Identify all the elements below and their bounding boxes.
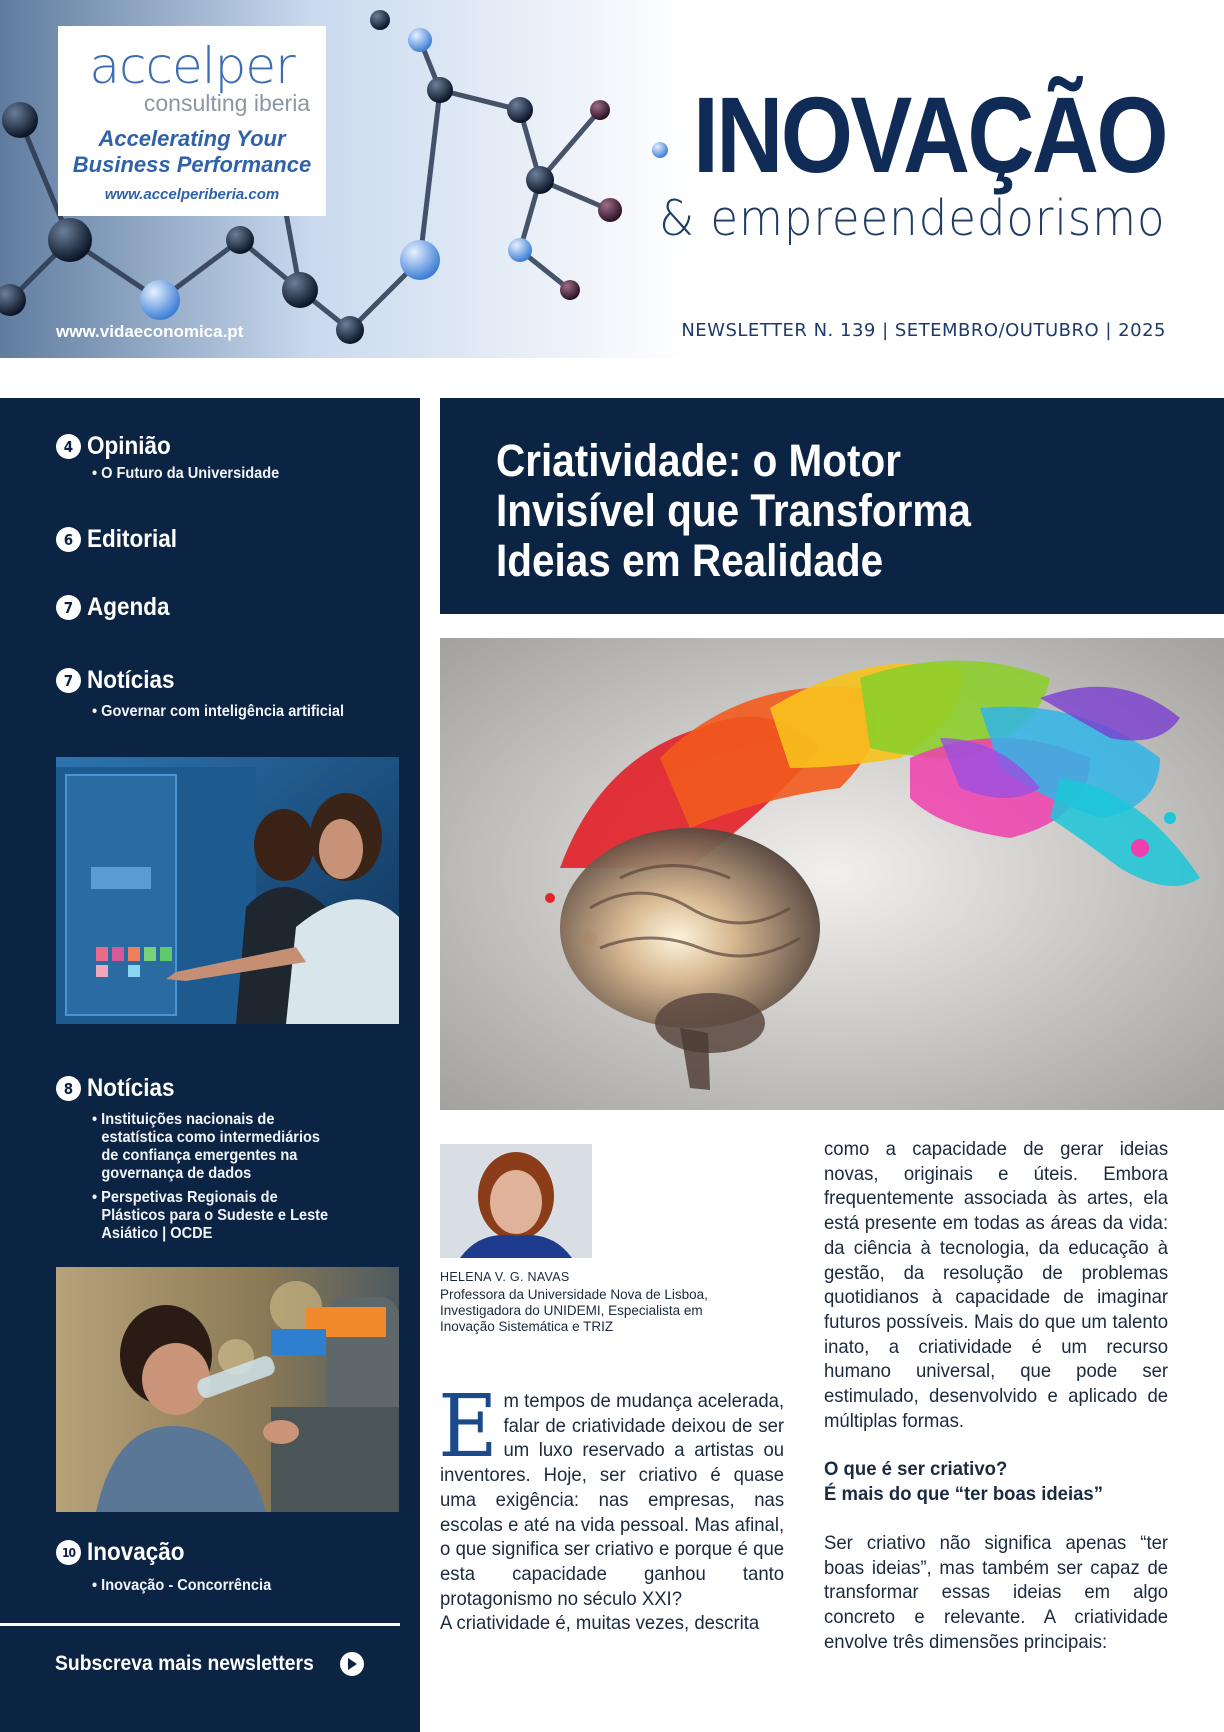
section-title: Inovação [87,1538,185,1566]
subhead-line2: É mais do que “ter boas ideias” [824,1483,1103,1506]
section-bullets [56,465,386,483]
page-number-badge: 7 [56,595,81,620]
author-bio: Professora da Universidade Nova de Lisboa, Investigadora do UNIDEMI, Especialista em Inovação Sistemática e TRIZ [440,1287,708,1334]
sidebar-section-editorial[interactable] [56,525,187,554]
issue-info: NEWSLETTER N. 139 | SETEMBRO/OUTUBRO | 2025 [681,320,1166,341]
page-number-badge: 6 [56,527,81,552]
page-number-badge: 8 [56,1076,81,1101]
newsletter-subtitle: & empreendedorismo [659,190,1166,247]
section-title: Notícias [87,1074,175,1102]
plastics-photo[interactable] [56,1267,399,1512]
article-paragraph: como a capacidade de gerar ideias novas, originais e úteis. Embora frequentemente associada às artes, ela está presente em todas as áreas da vida: da ciência à tecnologia, da educação à gestão, da resolução de problemas quotidianos à capacidade de imaginar futuros possíveis. Mais do que um talento inato, a criatividade é um recurso humano universal, que pode ser estimulado, desenvolvido e aplicado de múltiplas formas. [824,1138,1169,1432]
sidebar-divider [0,1623,400,1626]
ad-brand-logo: accelper [89,37,295,95]
ad-slogan-line2: Business Performance [72,152,312,177]
subscribe-label: Subscreva mais newsletters [55,1652,314,1675]
page-number-badge: 10 [56,1540,81,1565]
sidebar-section-noticias-7[interactable] [56,666,386,721]
advertiser-ad[interactable] [58,26,326,216]
bullet-item[interactable]: • Perspetivas Regionais de Plásticos para o Sudeste e Leste Asiático | OCDE [92,1189,331,1243]
sidebar-contents [0,398,420,1732]
section-bullets [56,1111,346,1243]
bullet-item[interactable]: • Governar com inteligência artificial [92,703,368,721]
headline-banner [440,398,1224,614]
article-paragraph: A criatividade é, muitas vezes, descrita [440,1612,760,1635]
article-subhead [824,1457,1168,1506]
page-number-badge: 7 [56,668,81,693]
sidebar-section-opiniao[interactable] [56,432,386,483]
ad-url-link[interactable]: www.accelperiberia.com [104,186,280,203]
bullet-item[interactable]: • Inovação - Concorrência [92,1577,368,1595]
subscribe-link[interactable] [55,1652,364,1676]
section-title: Notícias [87,666,175,694]
page-number-badge: 4 [56,434,81,459]
section-title: Opinião [87,432,171,460]
section-bullets [56,1577,386,1595]
paragraph-text: m tempos de mudança acelerada, falar de criatividade deixou de ser um luxo reservado a artistas ou inventores. Hoje, ser criativo é quase uma exigência: nas empresas, nas escolas e até na vida pessoal. Mas afinal, o que significa ser criativo e porque é que esta capacidade ganhou tanto protagonismo no século XXI? [440,1390,785,1610]
section-title: Editorial [87,525,178,553]
article-column-1 [438,1377,785,1636]
sidebar-section-inovacao[interactable] [56,1538,386,1595]
site-url-link[interactable]: www.vidaeconomica.pt [56,322,244,341]
drop-cap: E [438,1377,498,1477]
play-arrow-icon [340,1652,364,1676]
section-bullets [56,703,386,721]
article-headline: Criatividade: o Motor Invisível que Transforma Ideias em Realidade [496,435,971,586]
bullet-item[interactable]: • O Futuro da Universidade [92,465,368,483]
newsletter-title: INOVAÇÃO [692,74,1166,195]
masthead [0,0,1224,358]
hero-brain-image [440,638,1224,1110]
section-title: Agenda [87,593,170,621]
author-name: HELENA V. G. NAVAS [440,1270,570,1284]
author-photo [440,1144,592,1258]
ai-governance-photo[interactable] [56,757,399,1024]
sidebar-section-noticias-8[interactable] [56,1074,346,1243]
ad-slogan-line1: Accelerating Your [98,126,286,151]
article-column-2 [824,1137,1168,1654]
article-paragraph: Ser criativo não significa apenas “ter boas ideias”, mas também ser capaz de transformar essas ideias em algo concreto e relevante. A criatividade envolve três dimensões principais: [824,1531,1169,1653]
article-paragraph [438,1377,785,1611]
ad-subbrand: consulting iberia [143,90,311,116]
sidebar-section-agenda[interactable] [56,593,179,622]
subhead-line1: O que é ser criativo? [824,1458,1008,1481]
ad-slogan [58,126,326,178]
bullet-item[interactable]: • Instituições nacionais de estatística como intermediários de confiança emergentes na governança de dados [92,1111,331,1183]
